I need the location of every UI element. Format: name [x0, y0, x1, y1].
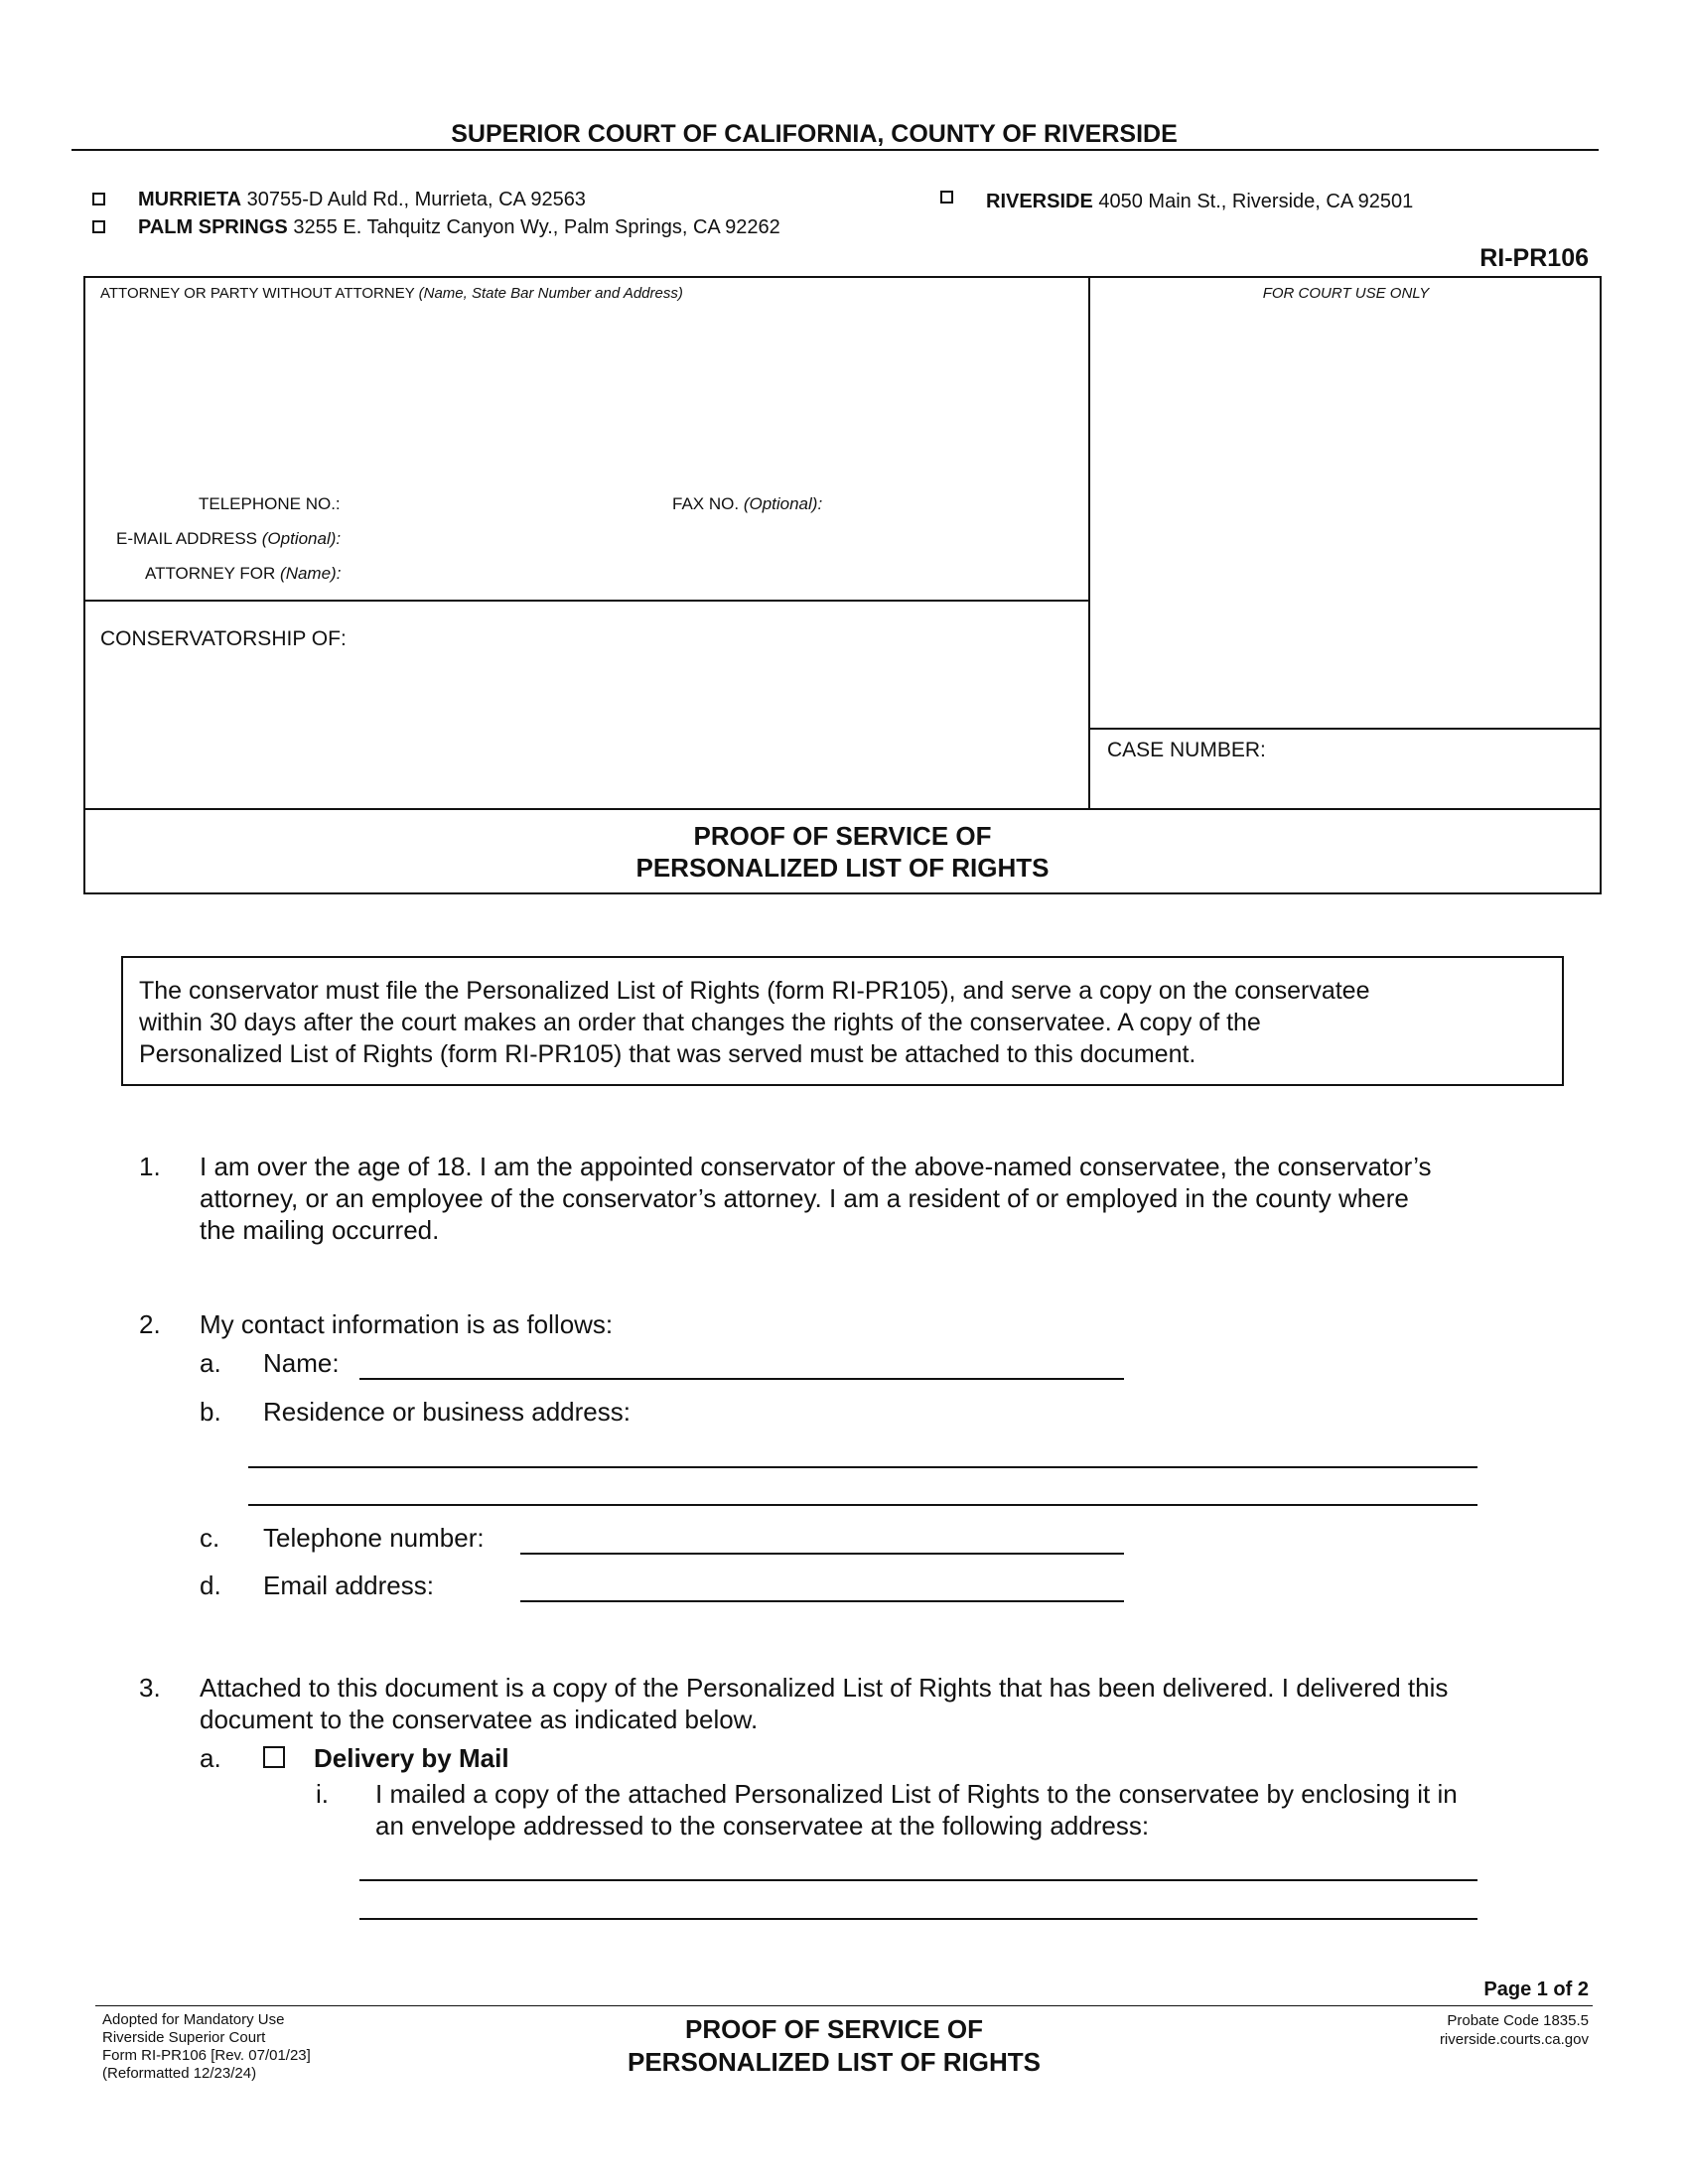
- item3-line1: Attached to this document is a copy of the Personalized List of Rights that has been delivered. I delivered this: [200, 1673, 1449, 1703]
- palm-springs-name: PALM SPRINGS: [138, 216, 288, 238]
- footer-title: [437, 2013, 1231, 2079]
- footer-left-line1: Adopted for Mandatory Use: [102, 2011, 285, 2028]
- footer-left-line4: (Reformatted 12/23/24): [102, 2065, 257, 2082]
- attorney-label-hint: (Name, State Bar Number and Address): [418, 285, 683, 302]
- fax-label: [672, 494, 822, 514]
- footer-title-line2: PERSONALIZED LIST OF RIGHTS: [627, 2047, 1041, 2077]
- riverside-address: 4050 Main St., Riverside, CA 92501: [1098, 191, 1414, 212]
- item1-line2: attorney, or an employee of the conservator’s attorney. I am a resident of or employed in the county where: [200, 1183, 1409, 1213]
- notice-line3: Personalized List of Rights (form RI-PR105) that was served must be attached to this document.: [139, 1040, 1196, 1068]
- item3-text: [200, 1672, 1448, 1735]
- item3a-letter: a.: [200, 1743, 221, 1773]
- email-label-hint: (Optional):: [261, 529, 342, 548]
- item3-i-line1: I mailed a copy of the attached Personalized List of Rights to the conservatee by enclosing it in: [375, 1779, 1458, 1809]
- item3-line2: document to the conservatee as indicated below.: [200, 1705, 759, 1734]
- delivery-by-mail-checkbox[interactable]: [263, 1746, 285, 1768]
- item2b-label: Residence or business address:: [263, 1397, 631, 1427]
- email-label: [116, 529, 341, 549]
- palm-springs-checkbox[interactable]: [92, 220, 105, 233]
- footer-title-line1: PROOF OF SERVICE OF: [684, 2014, 983, 2044]
- attorney-label: [100, 285, 683, 302]
- footer-right: [1440, 2011, 1589, 2049]
- palm-springs-location: [138, 216, 780, 239]
- item1-number: 1.: [139, 1152, 161, 1181]
- footer-left-line2: Riverside Superior Court: [102, 2029, 266, 2046]
- name-field[interactable]: [359, 1378, 1124, 1380]
- attorney-label-text: ATTORNEY OR PARTY WITHOUT ATTORNEY: [100, 285, 415, 302]
- form-number: RI-PR106: [1479, 244, 1589, 272]
- fax-label-hint: (Optional):: [743, 494, 823, 513]
- riverside-location: [986, 191, 1413, 213]
- item2-number: 2.: [139, 1309, 161, 1339]
- page-number: Page 1 of 2: [1483, 1979, 1589, 2000]
- notice-line1: The conservator must file the Personalized List of Rights (form RI-PR105), and serve a copy on the conservatee: [139, 977, 1370, 1005]
- delivery-by-mail-label: Delivery by Mail: [314, 1743, 509, 1773]
- footer-left-line3: Form RI-PR106 [Rev. 07/01/23]: [102, 2047, 311, 2064]
- item1-text: [200, 1151, 1432, 1246]
- header-rule: [71, 149, 1599, 151]
- court-use-bottom-rule: [1088, 728, 1602, 730]
- fax-label-text: FAX NO.: [672, 494, 740, 513]
- court-use-label: FOR COURT USE ONLY: [1262, 285, 1430, 302]
- caption-box: [83, 276, 1602, 894]
- form-title: [83, 820, 1602, 884]
- footer-rule: [95, 2005, 1593, 2006]
- murrieta-checkbox[interactable]: [92, 193, 105, 205]
- murrieta-address: 30755-D Auld Rd., Murrieta, CA 92563: [246, 189, 586, 210]
- murrieta-name: MURRIETA: [138, 189, 242, 210]
- case-number-label: CASE NUMBER:: [1107, 739, 1266, 761]
- email-label-text: E-MAIL ADDRESS: [116, 529, 258, 548]
- item2a-label: Name:: [263, 1348, 340, 1378]
- email-field[interactable]: [520, 1600, 1124, 1602]
- item2-text: My contact information is as follows:: [200, 1309, 614, 1339]
- telephone-label: TELEPHONE NO.:: [199, 494, 341, 513]
- attorney-for-label-hint: (Name):: [280, 564, 342, 583]
- court-title: SUPERIOR COURT OF CALIFORNIA, COUNTY OF RIVERSIDE: [451, 120, 1178, 148]
- item3-i-text: [375, 1778, 1458, 1842]
- address-field-line2[interactable]: [248, 1504, 1477, 1506]
- probate-code-ref: Probate Code 1835.5: [1447, 2012, 1589, 2029]
- item2a-letter: a.: [200, 1348, 221, 1378]
- item1-line3: the mailing occurred.: [200, 1215, 440, 1245]
- item2d-label: Email address:: [263, 1570, 434, 1600]
- murrieta-location: [138, 189, 586, 211]
- attorney-for-label: [145, 564, 341, 584]
- item2c-label: Telephone number:: [263, 1523, 485, 1553]
- item3-i-number: i.: [316, 1779, 329, 1809]
- attorney-bottom-rule: [83, 600, 1089, 602]
- notice-text: [139, 975, 1369, 1070]
- form-title-line2: PERSONALIZED LIST OF RIGHTS: [635, 853, 1050, 883]
- riverside-name: RIVERSIDE: [986, 191, 1093, 212]
- conservatorship-label: CONSERVATORSHIP OF:: [100, 627, 347, 650]
- title-top-rule: [83, 808, 1602, 810]
- riverside-checkbox[interactable]: [940, 191, 953, 204]
- item1-line1: I am over the age of 18. I am the appointed conservator of the above-named conservatee, the conservator’s: [200, 1152, 1432, 1181]
- item2b-letter: b.: [200, 1397, 221, 1427]
- item3-i-line2: an envelope addressed to the conservatee at the following address:: [375, 1811, 1150, 1841]
- item2c-letter: c.: [200, 1523, 220, 1553]
- footer-left: [102, 2011, 311, 2083]
- mailing-address-field-line2[interactable]: [359, 1918, 1477, 1920]
- court-website-link[interactable]: riverside.courts.ca.gov: [1439, 2031, 1589, 2048]
- notice-line2: within 30 days after the court makes an order that changes the rights of the conservatee. A copy of the: [139, 1009, 1261, 1036]
- palm-springs-address: 3255 E. Tahquitz Canyon Wy., Palm Springs, CA 92262: [293, 216, 780, 238]
- item3-number: 3.: [139, 1673, 161, 1703]
- address-field-line1[interactable]: [248, 1466, 1477, 1468]
- mailing-address-field-line1[interactable]: [359, 1879, 1477, 1881]
- form-title-line1: PROOF OF SERVICE OF: [693, 821, 992, 851]
- telephone-field[interactable]: [520, 1553, 1124, 1555]
- attorney-for-label-text: ATTORNEY FOR: [145, 564, 276, 583]
- item2d-letter: d.: [200, 1570, 221, 1600]
